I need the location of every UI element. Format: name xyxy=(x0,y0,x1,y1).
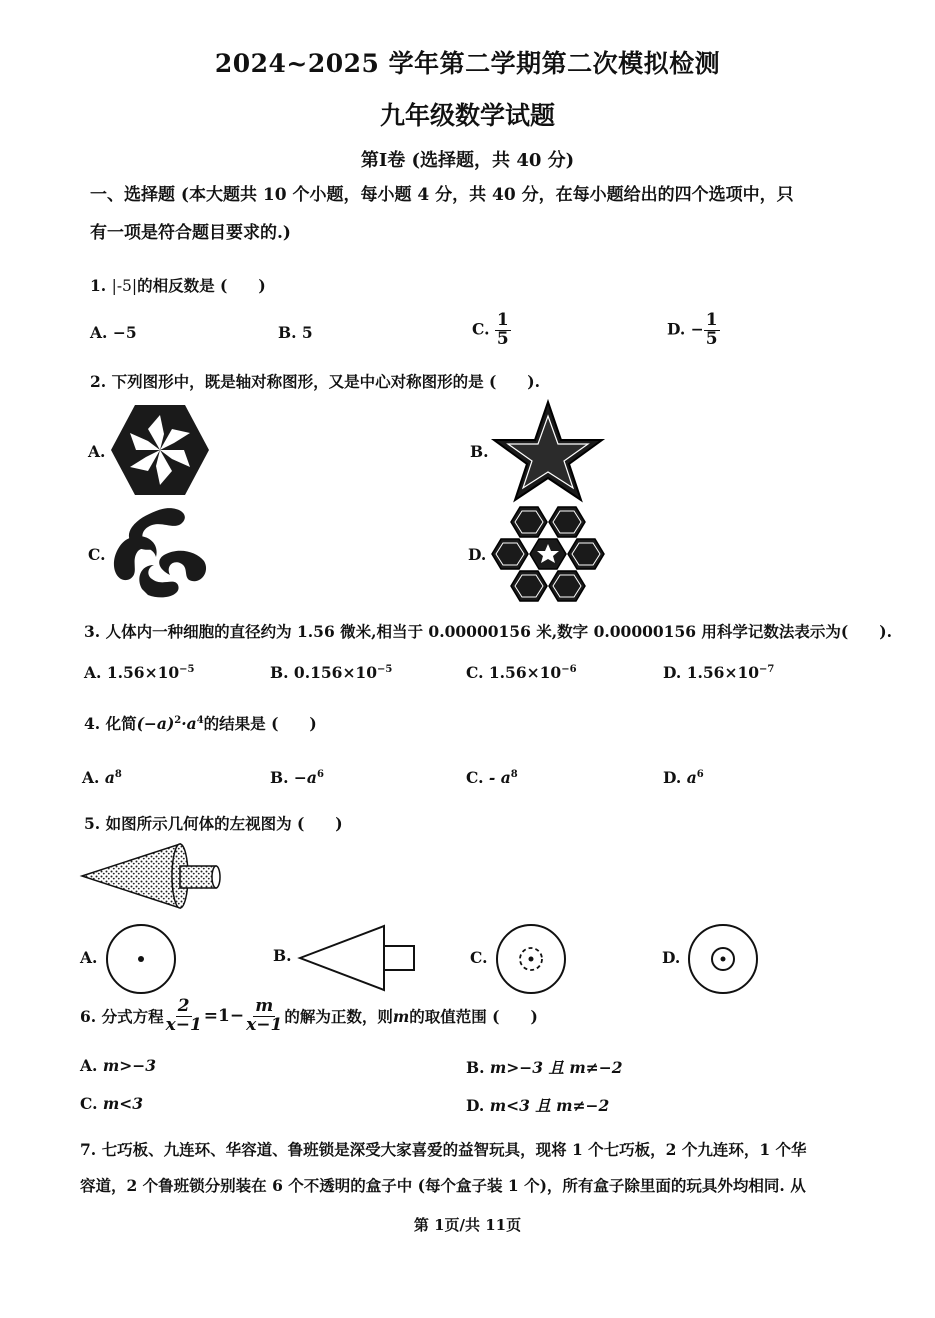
q4-option-a xyxy=(82,768,122,787)
q2-option-c-label: C. xyxy=(88,545,106,564)
question-7 xyxy=(80,1132,807,1204)
page-number: 第 1页/共 11页 xyxy=(413,1216,522,1234)
option-base: a xyxy=(686,768,697,787)
option-label: A. xyxy=(90,323,108,342)
q3-option-b xyxy=(270,663,392,682)
q6-prefix: 6. 分式方程 xyxy=(80,1007,164,1027)
q4-exponent-1: 2 xyxy=(174,714,182,726)
option-base: a xyxy=(104,768,115,787)
fraction-denominator: x−1 xyxy=(165,1014,202,1035)
question-2: 2. 下列图形中，既是轴对称图形，又是中心对称图形的是 ( ). xyxy=(90,372,541,391)
fraction-numerator: m xyxy=(255,996,274,1016)
circle-solid-ring-figure xyxy=(686,922,760,996)
option-value: m<3 且 m≠−2 xyxy=(489,1096,610,1115)
section-instructions xyxy=(90,176,890,252)
q4-expression: (−a) xyxy=(136,714,175,733)
q4-option-d xyxy=(663,768,704,787)
q4-option-c xyxy=(466,768,518,787)
triangle-with-rectangle-figure xyxy=(298,924,418,992)
fraction xyxy=(704,312,720,349)
q7-line-2: 容道，2 个鲁班锁分别装在 6 个不透明的盒子中 (每个盒子装 1 个)，所有盒子除里面的玩具外均相同. 从 xyxy=(80,1176,806,1195)
q2-option-a-label: A. xyxy=(88,442,106,461)
option-value: 5 xyxy=(301,323,313,342)
fraction xyxy=(164,998,204,1035)
option-value: m>−3 xyxy=(102,1056,157,1075)
option-label: B. xyxy=(278,323,297,342)
star-figure xyxy=(492,400,604,502)
swirl-figure xyxy=(108,505,212,601)
option-label: D. xyxy=(663,663,682,682)
q4-exponent-2: 4 xyxy=(196,714,204,726)
q1-abs-expression: |-5| xyxy=(111,277,138,295)
q4-expression-mid: ·a xyxy=(181,714,197,733)
hexagon-pinwheel-figure xyxy=(110,403,210,497)
option-value: m>−3 且 m≠−2 xyxy=(489,1058,623,1077)
option-exponent: −5 xyxy=(179,663,195,675)
q6-option-c xyxy=(80,1094,143,1113)
q3-option-d xyxy=(663,663,774,682)
fraction-denominator: 5 xyxy=(705,328,718,349)
fraction-denominator: x−1 xyxy=(246,1014,283,1035)
option-label: B. xyxy=(270,768,289,787)
question-5: 5. 如图所示几何体的左视图为 ( ) xyxy=(84,814,343,833)
option-label: D. xyxy=(466,1096,485,1115)
q1-option-c xyxy=(472,312,511,349)
q6-option-a xyxy=(80,1056,156,1075)
q2-option-d-label: D. xyxy=(468,545,487,564)
option-base: 1.56×10 xyxy=(686,663,760,682)
q6-option-b xyxy=(466,1056,623,1078)
fraction xyxy=(495,312,511,349)
option-label: C. xyxy=(80,1094,98,1113)
q1-option-a xyxy=(90,323,137,342)
q1-number: 1. xyxy=(90,276,107,295)
q5-option-a-label: A. xyxy=(80,948,98,967)
option-value: −5 xyxy=(112,323,137,342)
option-base: 1.56×10 xyxy=(106,663,180,682)
q1-option-d xyxy=(667,312,720,349)
cone-cylinder-solid-figure xyxy=(80,840,222,912)
q6-variable: m xyxy=(392,1006,410,1026)
question-3: 3. 人体内一种细胞的直径约为 1.56 微米,相当于 0.00000156 米,数字 0.00000156 用科学记数法表示为( ). xyxy=(84,622,892,641)
fraction-denominator: 5 xyxy=(496,328,509,349)
q1-text: 的相反数是 ( ) xyxy=(137,276,266,295)
q3-option-c xyxy=(466,663,577,682)
option-exponent: −7 xyxy=(759,663,775,675)
question-6 xyxy=(80,998,538,1035)
q4-option-b xyxy=(270,768,324,787)
option-base: - a xyxy=(488,768,511,787)
option-exponent: 8 xyxy=(510,768,518,780)
option-label: C. xyxy=(466,768,484,787)
part-heading: 第Ⅰ卷 (选择题，共 40 分) xyxy=(360,150,575,171)
q5-option-c-label: C. xyxy=(470,948,488,967)
option-base: −a xyxy=(293,768,317,787)
exam-title: 2024~2025 学年第二学期第二次模拟检测 xyxy=(214,49,721,78)
question-4 xyxy=(84,712,317,734)
option-label: C. xyxy=(466,663,484,682)
fraction-numerator: 1 xyxy=(496,310,509,330)
q6-option-d xyxy=(466,1094,609,1116)
option-label: B. xyxy=(270,663,289,682)
circle-dashed-ring-figure xyxy=(494,922,568,996)
fraction xyxy=(244,998,284,1035)
q7-line-1: 7. 七巧板、九连环、华容道、鲁班锁是深受大家喜爱的益智玩具，现将 1 个七巧板，2 个九连环，1 个华 xyxy=(80,1140,807,1159)
q4-suffix: 的结果是 ( ) xyxy=(203,714,317,733)
q2-option-b-label: B. xyxy=(470,442,489,461)
option-label: A. xyxy=(80,1056,98,1075)
q5-option-b-label: B. xyxy=(273,946,292,965)
option-exponent: 6 xyxy=(316,768,324,780)
section-line-1: 一、选择题 (本大题共 10 个小题，每小题 4 分，共 40 分，在每小题给出的四个选项中，只 xyxy=(90,185,794,205)
q6-text-2: 的取值范围 ( ) xyxy=(409,1007,538,1027)
fraction-numerator: 2 xyxy=(177,996,190,1016)
option-exponent: −5 xyxy=(377,663,393,675)
minus-sign: − xyxy=(690,319,704,339)
q4-prefix: 4. 化简 xyxy=(84,714,137,733)
option-label: A. xyxy=(82,768,100,787)
option-exponent: −6 xyxy=(561,663,577,675)
fraction-numerator: 1 xyxy=(705,310,718,330)
option-value: m<3 xyxy=(102,1094,144,1113)
option-label: A. xyxy=(84,663,102,682)
hexagon-cluster-figure xyxy=(492,503,604,607)
question-1 xyxy=(90,274,266,296)
option-label: D. xyxy=(667,319,686,339)
q6-equals: =1− xyxy=(203,1006,245,1027)
option-exponent: 6 xyxy=(696,768,704,780)
circle-with-dot-figure xyxy=(104,922,178,996)
q6-text: 的解为正数，则 xyxy=(284,1007,393,1027)
option-label: B. xyxy=(466,1058,485,1077)
option-exponent: 8 xyxy=(114,768,122,780)
option-label: D. xyxy=(663,768,682,787)
option-base: 0.156×10 xyxy=(293,663,377,682)
section-line-2: 有一项是符合题目要求的.) xyxy=(90,223,291,243)
exam-subtitle: 九年级数学试题 xyxy=(379,101,555,130)
q3-option-a xyxy=(84,663,195,682)
q5-option-d-label: D. xyxy=(662,948,681,967)
option-base: 1.56×10 xyxy=(488,663,562,682)
option-label: C. xyxy=(472,319,490,339)
q1-option-b xyxy=(278,323,313,342)
